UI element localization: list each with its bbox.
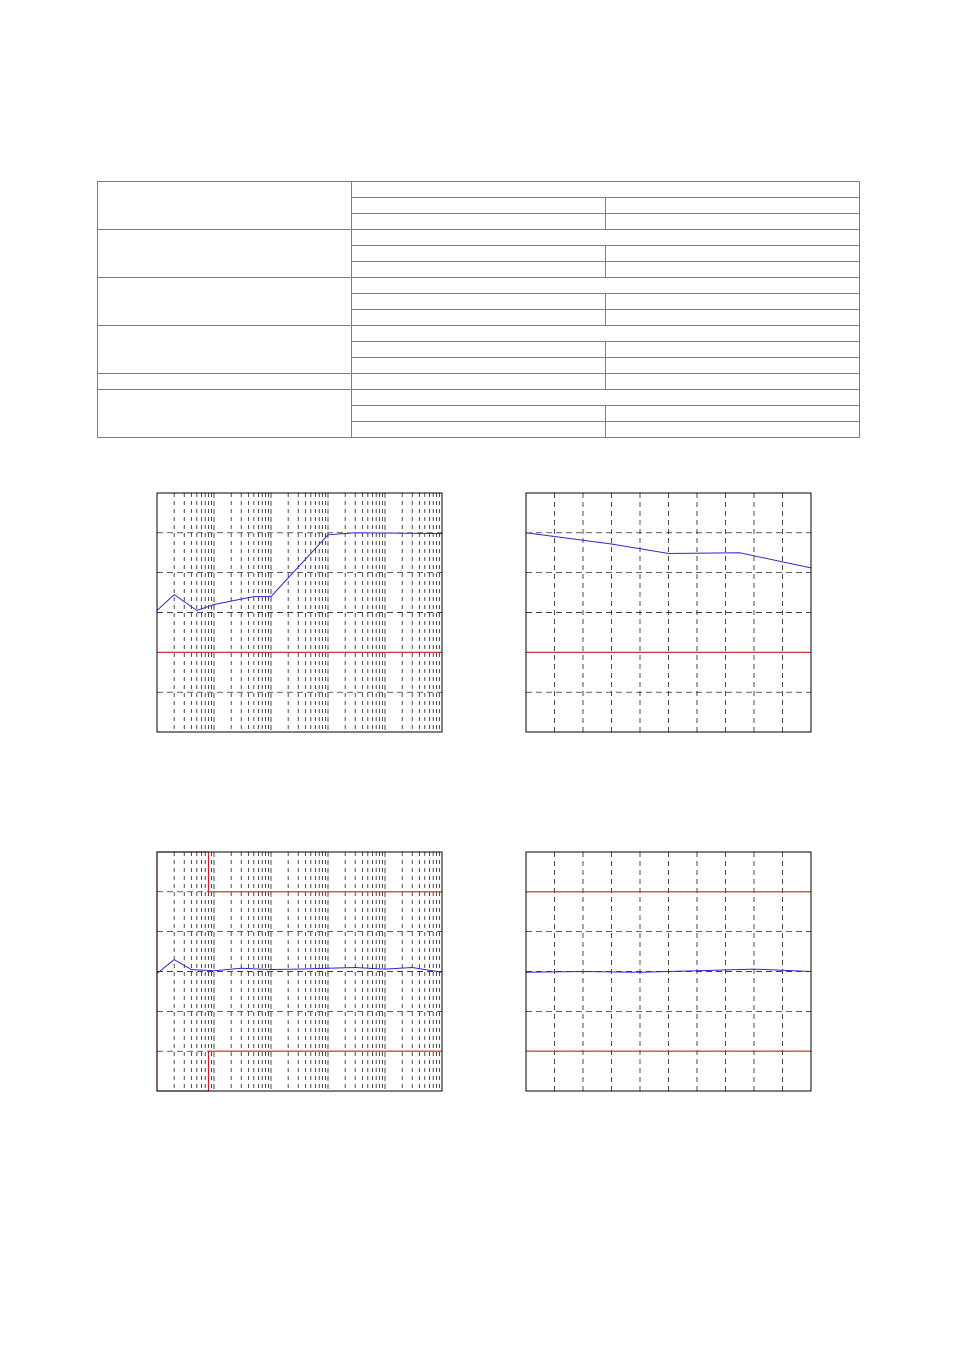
group-label-cell [98, 374, 352, 390]
value-cell [352, 406, 606, 422]
value-cell [606, 262, 860, 278]
value-cell [352, 214, 606, 230]
group-label-cell [98, 390, 352, 438]
value-cell [606, 422, 860, 438]
group-header-cell [352, 278, 860, 294]
value-cell [606, 214, 860, 230]
value-cell [352, 246, 606, 262]
group-label-cell [98, 182, 352, 230]
log-chart-bottom-left [156, 851, 443, 1092]
group-header-cell [352, 390, 860, 406]
table-row [98, 278, 860, 294]
group-header-cell [352, 182, 860, 198]
series-line [157, 533, 442, 611]
table-row [98, 390, 860, 406]
value-cell [606, 294, 860, 310]
table-row [98, 374, 860, 390]
linear-chart-bottom-right [525, 851, 812, 1092]
value-cell [352, 262, 606, 278]
group-label-cell [98, 230, 352, 278]
value-cell [606, 374, 860, 390]
value-cell [352, 374, 606, 390]
linear-chart-top-right [525, 492, 812, 733]
value-cell [606, 246, 860, 262]
value-cell [606, 310, 860, 326]
value-cell [352, 198, 606, 214]
value-cell [606, 358, 860, 374]
value-cell [606, 406, 860, 422]
group-header-cell [352, 230, 860, 246]
limit-line [157, 852, 442, 892]
table-row [98, 326, 860, 342]
log-chart-top-left [156, 492, 443, 733]
value-cell [352, 310, 606, 326]
value-cell [606, 342, 860, 358]
spec-table [97, 181, 860, 438]
group-header-cell [352, 326, 860, 342]
value-cell [352, 358, 606, 374]
group-label-cell [98, 278, 352, 326]
value-cell [352, 342, 606, 358]
value-cell [352, 422, 606, 438]
group-label-cell [98, 326, 352, 374]
table-row [98, 230, 860, 246]
value-cell [606, 198, 860, 214]
value-cell [352, 294, 606, 310]
table-row [98, 182, 860, 198]
